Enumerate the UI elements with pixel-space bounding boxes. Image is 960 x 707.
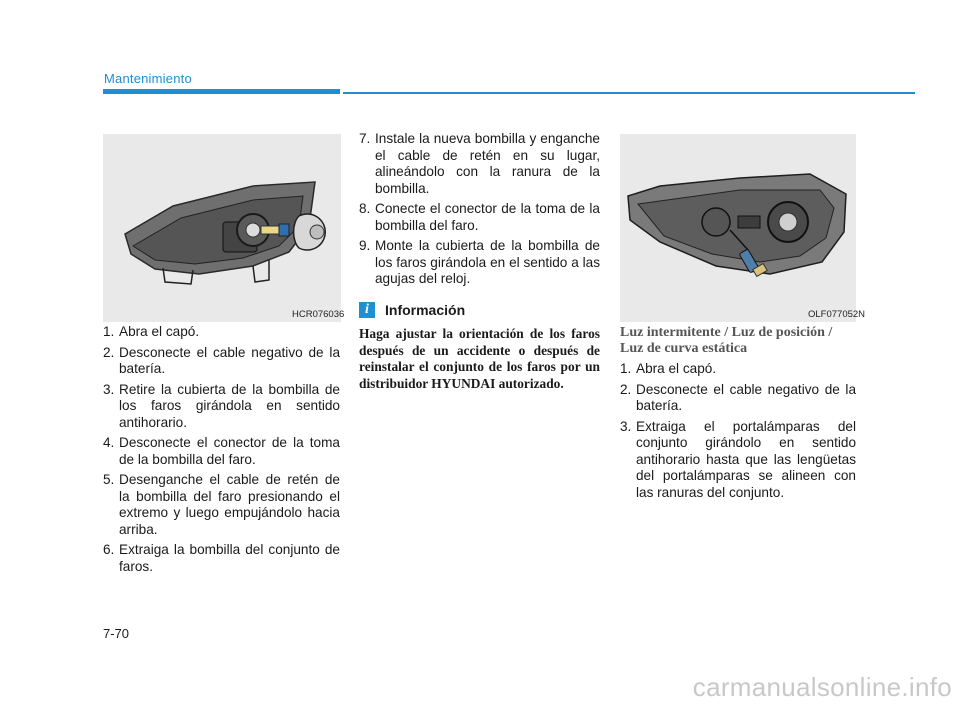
left-column xyxy=(103,324,340,579)
step-number: 2. xyxy=(103,344,115,360)
figure-code: OLF077052N xyxy=(808,309,866,320)
list-item xyxy=(103,542,340,575)
steps-list xyxy=(103,324,340,575)
info-body: Haga ajustar la orientación de los faros después de un accidente o después de reinstalar el conjunto de los faros por un distribuidor HYUNDAI autorizado. xyxy=(359,326,600,391)
headlamp-socket-image xyxy=(620,134,856,322)
step-number: 1. xyxy=(103,324,115,339)
step-text: Desconecte el conector de la toma de la bombilla del faro. xyxy=(119,435,340,467)
info-icon: i xyxy=(359,302,375,318)
step-text: Extraiga el portalámparas del conjunto girándolo en sentido antihorario hasta que las lengüetas del portalámparas se alineen con las ranuras del conjunto. xyxy=(636,418,856,500)
list-item xyxy=(620,419,856,502)
list-item xyxy=(103,435,340,468)
steps-list xyxy=(620,361,856,501)
header-rule-thick xyxy=(103,89,340,94)
step-number: 6. xyxy=(103,542,115,557)
step-text: Extraiga la bombilla del conjunto de faros. xyxy=(119,542,340,574)
headlamp-rear-illustration xyxy=(103,134,341,322)
step-number: 8. xyxy=(359,201,371,216)
list-item xyxy=(359,131,600,197)
info-header xyxy=(359,302,600,319)
figure-code: HCR076036 xyxy=(292,309,345,320)
page-number: 7-70 xyxy=(103,626,130,641)
step-text: Conecte el conector de la toma de la bombilla del faro. xyxy=(375,201,600,233)
right-column xyxy=(620,325,856,505)
step-number: 7. xyxy=(359,131,371,146)
header-rule-thin xyxy=(343,92,915,94)
section-title: Mantenimiento xyxy=(104,71,192,86)
step-text: Desenganche el cable de retén de la bombilla del faro presionando el extremo y luego empujándolo hacia arriba. xyxy=(119,472,340,537)
middle-column xyxy=(359,131,600,392)
list-item xyxy=(103,324,340,341)
step-text: Instale la nueva bombilla y enganche el cable de retén en su lugar, alineándolo con la ranura de la bombilla. xyxy=(375,131,600,196)
headlamp-rear-image xyxy=(103,134,341,322)
headlamp-socket-illustration xyxy=(620,134,856,322)
step-number: 3. xyxy=(620,418,632,434)
list-item xyxy=(103,382,340,432)
info-title: Información xyxy=(385,301,466,318)
list-item xyxy=(620,361,856,378)
subsection-title: Luz intermitente / Luz de posición / Luz de curva estática xyxy=(620,325,833,356)
step-text: Abra el capó. xyxy=(636,361,717,376)
step-number: 2. xyxy=(620,381,632,397)
steps-list xyxy=(359,131,600,288)
watermark: carmanualsonline.info xyxy=(692,672,952,702)
step-number: 9. xyxy=(359,238,371,253)
list-item xyxy=(103,345,340,378)
list-item xyxy=(359,201,600,234)
step-text: Desconecte el cable negativo de la batería. xyxy=(636,381,856,413)
step-text: Desconecte el cable negativo de la batería. xyxy=(119,344,340,376)
step-number: 5. xyxy=(103,472,115,487)
list-item xyxy=(620,382,856,415)
step-text: Abra el capó. xyxy=(119,324,200,339)
list-item xyxy=(359,238,600,288)
step-number: 1. xyxy=(620,361,632,376)
step-text: Retire la cubierta de la bombilla de los faros girándola en sentido antihorario. xyxy=(119,381,340,430)
step-number: 4. xyxy=(103,435,115,450)
step-number: 3. xyxy=(103,381,115,397)
step-text: Monte la cubierta de la bombilla de los faros girándola en el sentido a las agujas del reloj. xyxy=(375,238,600,286)
list-item xyxy=(103,472,340,538)
